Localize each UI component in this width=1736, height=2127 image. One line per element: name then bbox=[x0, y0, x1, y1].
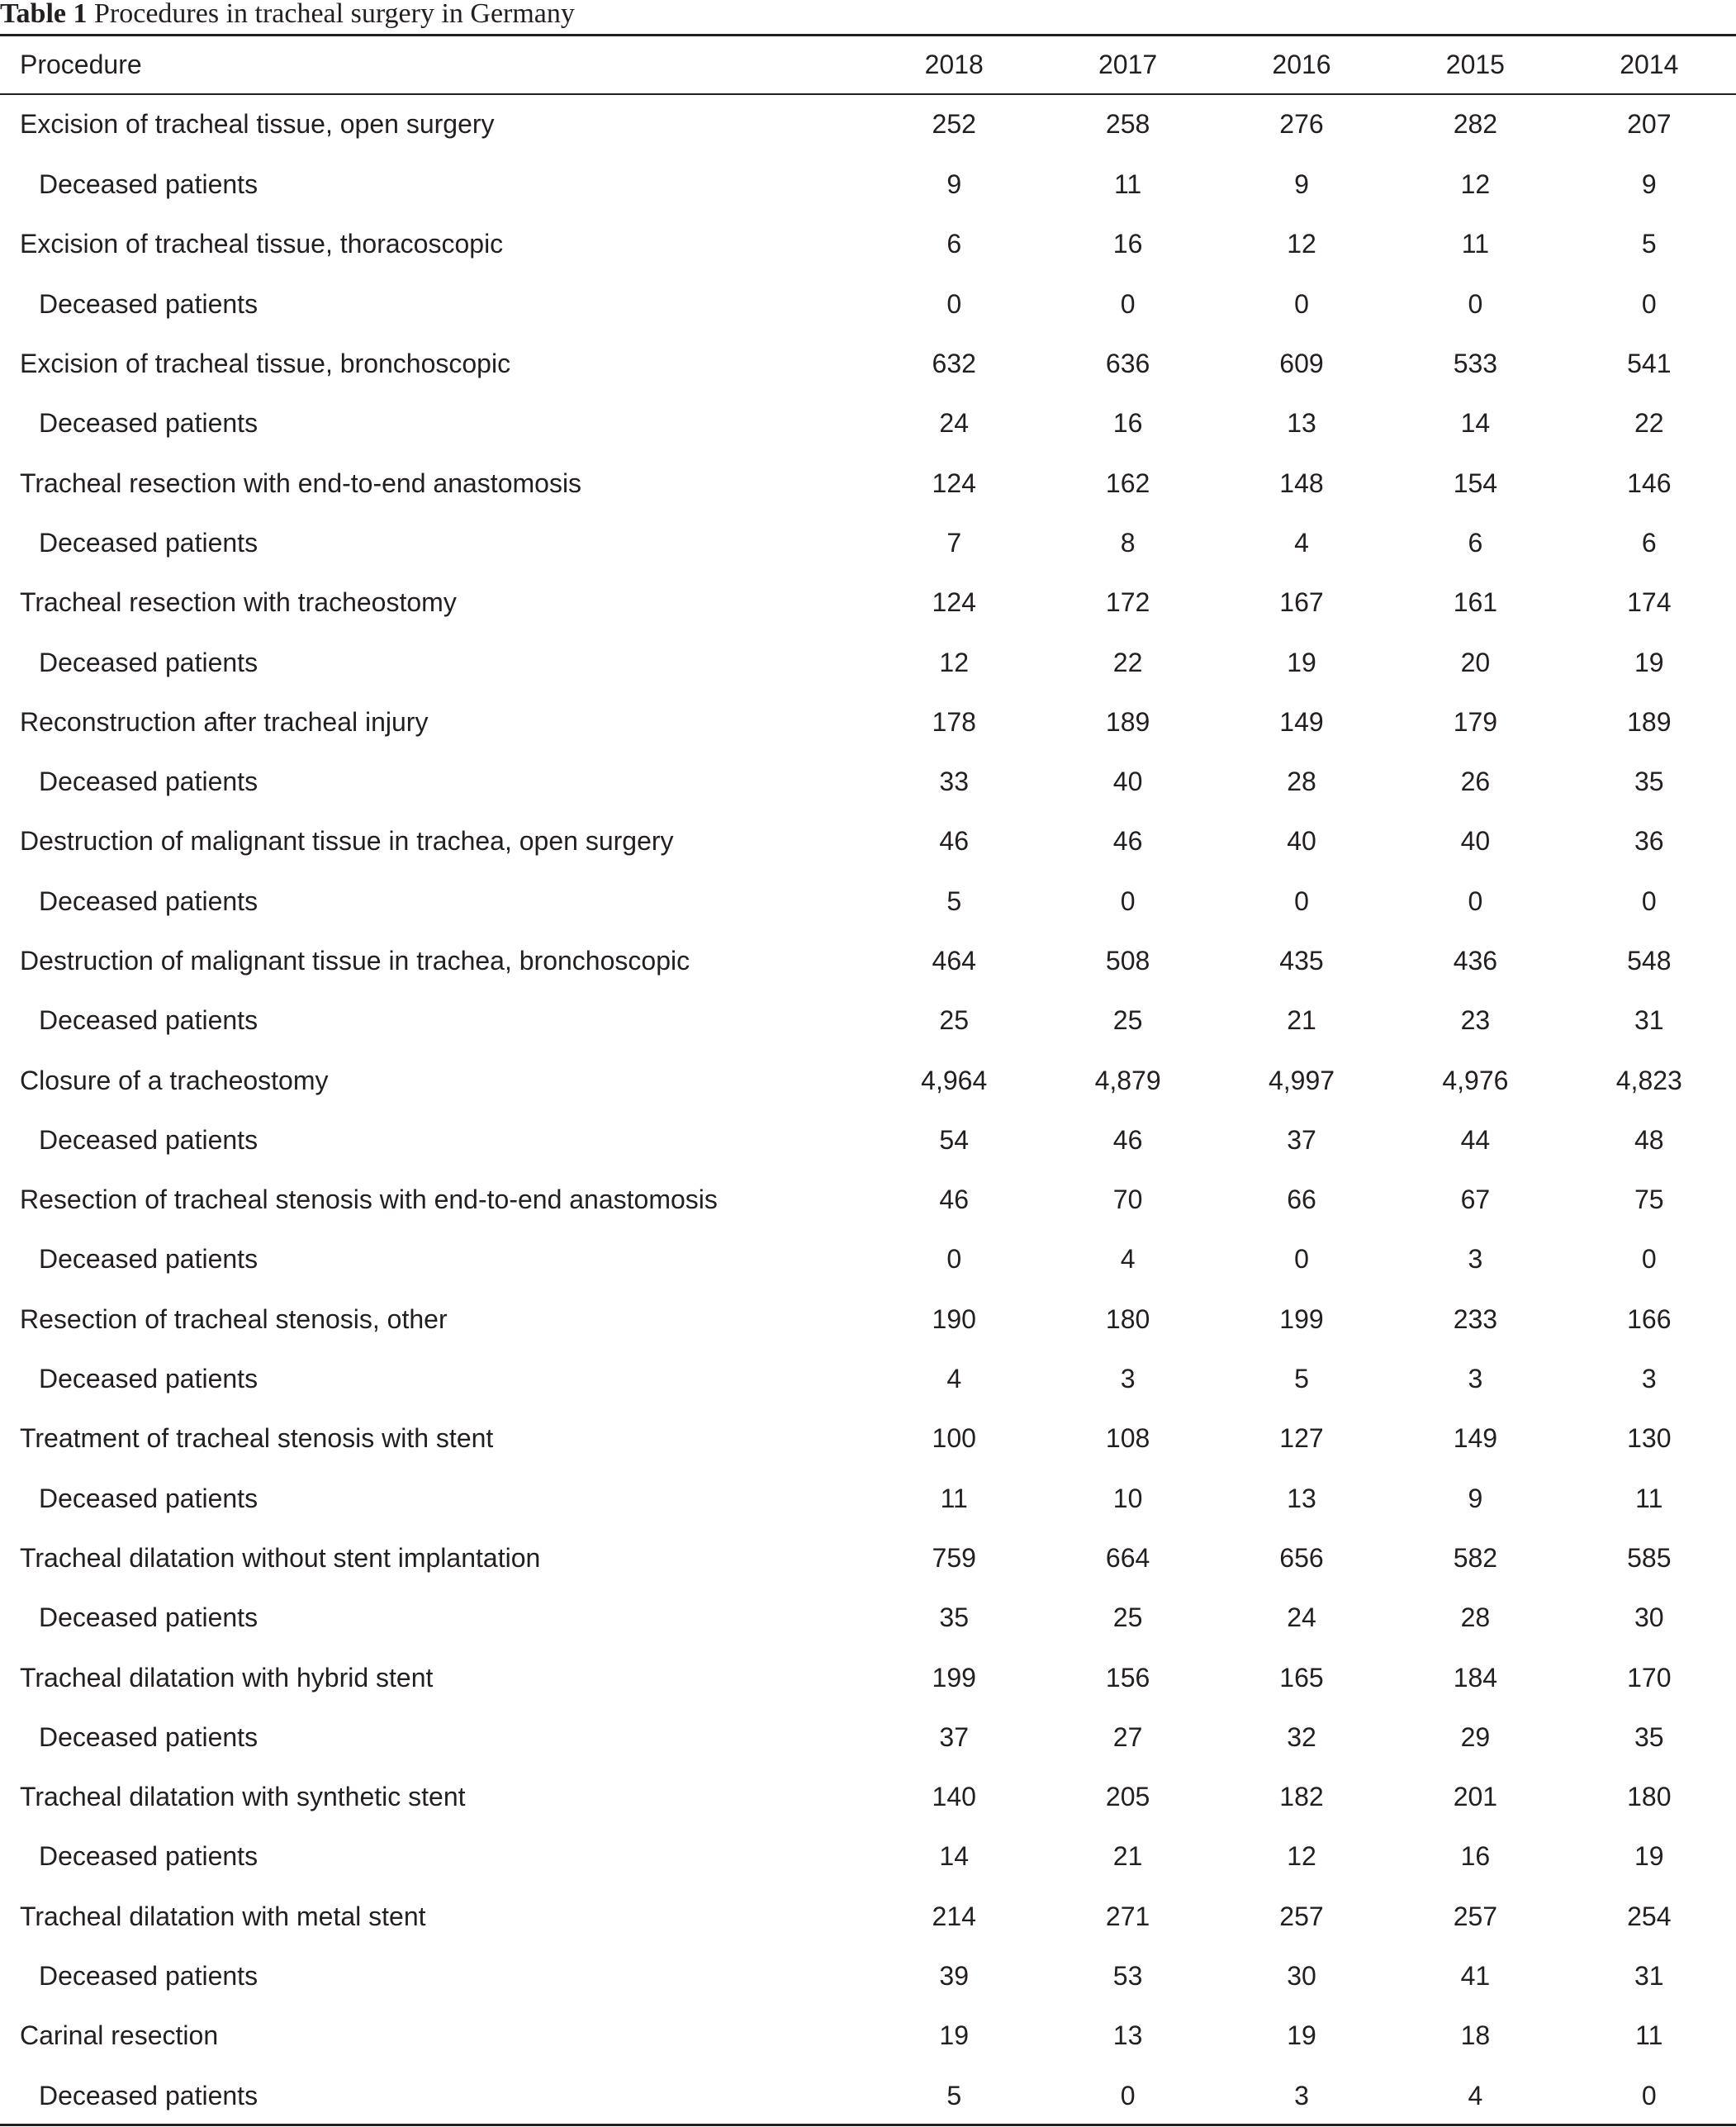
table-row-procedure bbox=[0, 931, 1736, 990]
value-cell-2017: 27 bbox=[1112, 1721, 1143, 1752]
value-cell-2017: 172 bbox=[1105, 587, 1150, 618]
value-cell-2015: 23 bbox=[1460, 1005, 1491, 1036]
value-cell-2015: 6 bbox=[1468, 527, 1483, 558]
value-cell-2018: 632 bbox=[932, 349, 976, 379]
value-cell-2015: 436 bbox=[1453, 946, 1498, 976]
value-cell-2018: 0 bbox=[946, 288, 962, 319]
table-row-procedure bbox=[0, 1289, 1736, 1349]
table-caption bbox=[0, 0, 575, 33]
deceased-label: Deceased patients bbox=[39, 527, 259, 558]
value-cell-2016: 5 bbox=[1294, 1364, 1309, 1394]
table-caption-label: Table 1 bbox=[0, 0, 88, 29]
value-cell-2014: 6 bbox=[1641, 527, 1657, 558]
value-cell-2015: 18 bbox=[1460, 2020, 1491, 2051]
value-cell-2015: 41 bbox=[1460, 1961, 1491, 1992]
value-cell-2018: 199 bbox=[932, 1662, 976, 1693]
value-cell-2016: 37 bbox=[1287, 1124, 1316, 1155]
value-cell-2018: 124 bbox=[932, 468, 976, 498]
value-cell-2017: 4 bbox=[1120, 1244, 1136, 1275]
procedures-table bbox=[0, 36, 1736, 2125]
value-cell-2016: 165 bbox=[1279, 1662, 1324, 1693]
value-cell-2015: 257 bbox=[1453, 1901, 1498, 1931]
value-cell-2016: 32 bbox=[1287, 1721, 1316, 1752]
procedure-label: Tracheal dilatation with synthetic stent bbox=[20, 1782, 466, 1812]
value-cell-2018: 11 bbox=[940, 1483, 968, 1513]
procedure-label: Closure of a tracheostomy bbox=[20, 1065, 329, 1095]
value-cell-2015: 533 bbox=[1453, 349, 1498, 379]
table-row-deceased bbox=[0, 1707, 1736, 1767]
value-cell-2015: 161 bbox=[1453, 587, 1498, 618]
value-cell-2014: 0 bbox=[1641, 1244, 1657, 1275]
procedure-label: Resection of tracheal stenosis, other bbox=[20, 1303, 448, 1334]
table-row-deceased bbox=[0, 871, 1736, 931]
value-cell-2017: 189 bbox=[1105, 706, 1150, 737]
table-body bbox=[0, 93, 1736, 2125]
value-cell-2015: 9 bbox=[1468, 1483, 1483, 1513]
value-cell-2017: 11 bbox=[1113, 169, 1142, 200]
value-cell-2014: 146 bbox=[1627, 468, 1672, 498]
table-header-row bbox=[0, 36, 1736, 93]
deceased-label: Deceased patients bbox=[39, 408, 259, 439]
procedure-label: Destruction of malignant tissue in trachea, bronchoscopic bbox=[20, 946, 690, 976]
table-row-deceased bbox=[0, 154, 1736, 214]
value-cell-2016: 4 bbox=[1294, 527, 1309, 558]
value-cell-2014: 31 bbox=[1634, 1005, 1664, 1036]
deceased-label: Deceased patients bbox=[39, 169, 259, 200]
procedure-label: Tracheal dilatation with hybrid stent bbox=[20, 1662, 434, 1693]
value-cell-2017: 271 bbox=[1105, 1901, 1150, 1931]
value-cell-2016: 609 bbox=[1279, 349, 1324, 379]
value-cell-2015: 282 bbox=[1453, 109, 1498, 139]
value-cell-2017: 21 bbox=[1112, 1841, 1143, 1872]
value-cell-2018: 464 bbox=[932, 946, 976, 976]
value-cell-2016: 148 bbox=[1279, 468, 1324, 498]
table-row-procedure bbox=[0, 1647, 1736, 1707]
procedure-label: Tracheal dilatation without stent implantation bbox=[20, 1542, 541, 1573]
value-cell-2018: 37 bbox=[939, 1721, 969, 1752]
value-cell-2018: 214 bbox=[932, 1901, 976, 1931]
table-row-deceased bbox=[0, 1946, 1736, 2006]
table-row-procedure bbox=[0, 1408, 1736, 1468]
value-cell-2017: 16 bbox=[1112, 408, 1143, 439]
value-cell-2018: 190 bbox=[932, 1303, 976, 1334]
value-cell-2015: 11 bbox=[1461, 229, 1489, 259]
value-cell-2015: 179 bbox=[1453, 706, 1498, 737]
value-cell-2015: 582 bbox=[1453, 1542, 1498, 1573]
value-cell-2016: 276 bbox=[1279, 109, 1324, 139]
value-cell-2017: 25 bbox=[1112, 1005, 1143, 1036]
value-cell-2016: 167 bbox=[1279, 587, 1324, 618]
value-cell-2018: 24 bbox=[939, 408, 969, 439]
value-cell-2017: 0 bbox=[1120, 885, 1136, 916]
value-cell-2018: 4,964 bbox=[921, 1065, 988, 1095]
value-cell-2016: 66 bbox=[1287, 1185, 1316, 1215]
value-cell-2014: 0 bbox=[1641, 885, 1657, 916]
procedure-label: Tracheal resection with end-to-end anastomosis bbox=[20, 468, 582, 498]
table-row-procedure bbox=[0, 572, 1736, 632]
value-cell-2016: 199 bbox=[1279, 1303, 1324, 1334]
value-cell-2016: 149 bbox=[1279, 706, 1324, 737]
table-row-procedure bbox=[0, 2006, 1736, 2065]
procedure-label: Excision of tracheal tissue, bronchoscopic bbox=[20, 349, 511, 379]
table-row-procedure bbox=[0, 811, 1736, 871]
value-cell-2018: 14 bbox=[939, 1841, 969, 1872]
table-caption-title: Procedures in tracheal surgery in Germany bbox=[94, 0, 575, 29]
value-cell-2015: 26 bbox=[1460, 767, 1491, 797]
value-cell-2017: 180 bbox=[1105, 1303, 1150, 1334]
value-cell-2015: 4,976 bbox=[1442, 1065, 1509, 1095]
deceased-label: Deceased patients bbox=[39, 1483, 259, 1513]
procedure-label: Reconstruction after tracheal injury bbox=[20, 706, 429, 737]
value-cell-2016: 21 bbox=[1287, 1005, 1316, 1036]
value-cell-2015: 149 bbox=[1453, 1423, 1498, 1454]
deceased-label: Deceased patients bbox=[39, 885, 259, 916]
value-cell-2014: 30 bbox=[1634, 1602, 1664, 1633]
value-cell-2018: 39 bbox=[939, 1961, 969, 1992]
value-cell-2016: 24 bbox=[1287, 1602, 1316, 1633]
table-row-deceased bbox=[0, 752, 1736, 811]
value-cell-2016: 28 bbox=[1287, 767, 1316, 797]
column-header-2017: 2017 bbox=[1098, 50, 1158, 79]
value-cell-2018: 54 bbox=[939, 1124, 969, 1155]
deceased-label: Deceased patients bbox=[39, 767, 259, 797]
procedure-label: Resection of tracheal stenosis with end-to-end anastomosis bbox=[20, 1185, 718, 1215]
value-cell-2017: 13 bbox=[1112, 2020, 1143, 2051]
value-cell-2014: 36 bbox=[1634, 826, 1664, 857]
value-cell-2014: 3 bbox=[1641, 1364, 1657, 1394]
value-cell-2015: 29 bbox=[1460, 1721, 1491, 1752]
value-cell-2017: 508 bbox=[1105, 946, 1150, 976]
value-cell-2014: 11 bbox=[1635, 1483, 1663, 1513]
value-cell-2014: 19 bbox=[1634, 1841, 1664, 1872]
value-cell-2015: 14 bbox=[1460, 408, 1491, 439]
value-cell-2015: 44 bbox=[1460, 1124, 1491, 1155]
value-cell-2017: 16 bbox=[1112, 229, 1143, 259]
table-row-procedure bbox=[0, 692, 1736, 752]
value-cell-2018: 12 bbox=[939, 647, 969, 677]
value-cell-2018: 33 bbox=[939, 767, 969, 797]
value-cell-2017: 156 bbox=[1105, 1662, 1150, 1693]
procedure-label: Treatment of tracheal stenosis with stent bbox=[20, 1423, 494, 1454]
value-cell-2018: 4 bbox=[946, 1364, 962, 1394]
value-cell-2018: 759 bbox=[932, 1542, 976, 1573]
value-cell-2017: 46 bbox=[1112, 1124, 1143, 1155]
value-cell-2015: 201 bbox=[1453, 1782, 1498, 1812]
value-cell-2014: 174 bbox=[1627, 587, 1672, 618]
value-cell-2018: 7 bbox=[946, 527, 962, 558]
table-row-deceased bbox=[0, 2066, 1736, 2125]
value-cell-2017: 8 bbox=[1120, 527, 1136, 558]
value-cell-2015: 154 bbox=[1453, 468, 1498, 498]
table-row-procedure bbox=[0, 1528, 1736, 1588]
value-cell-2015: 16 bbox=[1460, 1841, 1491, 1872]
value-cell-2016: 127 bbox=[1279, 1423, 1324, 1454]
value-cell-2015: 0 bbox=[1468, 885, 1483, 916]
column-header-2015: 2015 bbox=[1445, 50, 1505, 79]
value-cell-2017: 258 bbox=[1105, 109, 1150, 139]
value-cell-2014: 541 bbox=[1627, 349, 1672, 379]
value-cell-2015: 28 bbox=[1460, 1602, 1491, 1633]
value-cell-2016: 30 bbox=[1287, 1961, 1316, 1992]
value-cell-2014: 4,823 bbox=[1615, 1065, 1682, 1095]
table-row-deceased bbox=[0, 274, 1736, 334]
value-cell-2018: 25 bbox=[939, 1005, 969, 1036]
table-row-deceased bbox=[0, 1349, 1736, 1408]
table-row-deceased bbox=[0, 1469, 1736, 1528]
value-cell-2018: 46 bbox=[939, 1185, 969, 1215]
table-row-deceased bbox=[0, 1826, 1736, 1886]
value-cell-2018: 19 bbox=[939, 2020, 969, 2051]
column-header-2018: 2018 bbox=[924, 50, 984, 79]
value-cell-2014: 9 bbox=[1641, 169, 1657, 200]
column-header-procedure: Procedure bbox=[20, 50, 142, 79]
value-cell-2017: 3 bbox=[1120, 1364, 1136, 1394]
value-cell-2016: 0 bbox=[1294, 885, 1309, 916]
table-row-deceased bbox=[0, 513, 1736, 572]
value-cell-2014: 22 bbox=[1634, 408, 1664, 439]
value-cell-2016: 182 bbox=[1279, 1782, 1324, 1812]
value-cell-2014: 11 bbox=[1635, 2020, 1663, 2051]
value-cell-2014: 585 bbox=[1627, 1542, 1672, 1573]
value-cell-2018: 35 bbox=[939, 1602, 969, 1633]
procedure-label: Excision of tracheal tissue, open surgery bbox=[20, 109, 495, 139]
value-cell-2014: 31 bbox=[1634, 1961, 1664, 1992]
procedure-label: Excision of tracheal tissue, thoracoscopic bbox=[20, 229, 504, 259]
value-cell-2018: 46 bbox=[939, 826, 969, 857]
value-cell-2015: 40 bbox=[1460, 826, 1491, 857]
value-cell-2014: 48 bbox=[1634, 1124, 1664, 1155]
value-cell-2016: 40 bbox=[1287, 826, 1316, 857]
value-cell-2014: 35 bbox=[1634, 1721, 1664, 1752]
deceased-label: Deceased patients bbox=[39, 647, 259, 677]
column-header-2014: 2014 bbox=[1620, 50, 1679, 79]
value-cell-2017: 40 bbox=[1112, 767, 1143, 797]
value-cell-2014: 5 bbox=[1641, 229, 1657, 259]
value-cell-2014: 19 bbox=[1634, 647, 1664, 677]
deceased-label: Deceased patients bbox=[39, 1721, 259, 1752]
value-cell-2014: 35 bbox=[1634, 767, 1664, 797]
value-cell-2014: 548 bbox=[1627, 946, 1672, 976]
procedure-label: Tracheal dilatation with metal stent bbox=[20, 1901, 426, 1931]
table-row-deceased bbox=[0, 990, 1736, 1050]
deceased-label: Deceased patients bbox=[39, 1364, 259, 1394]
value-cell-2018: 5 bbox=[946, 2080, 962, 2110]
table-row-procedure bbox=[0, 93, 1736, 154]
value-cell-2017: 22 bbox=[1112, 647, 1143, 677]
value-cell-2016: 656 bbox=[1279, 1542, 1324, 1573]
value-cell-2015: 20 bbox=[1460, 647, 1491, 677]
deceased-label: Deceased patients bbox=[39, 1841, 259, 1872]
value-cell-2018: 100 bbox=[932, 1423, 976, 1454]
value-cell-2016: 0 bbox=[1294, 1244, 1309, 1275]
deceased-label: Deceased patients bbox=[39, 1602, 259, 1633]
value-cell-2018: 6 bbox=[946, 229, 962, 259]
value-cell-2017: 205 bbox=[1105, 1782, 1150, 1812]
value-cell-2014: 170 bbox=[1627, 1662, 1672, 1693]
value-cell-2016: 13 bbox=[1287, 1483, 1316, 1513]
value-cell-2015: 233 bbox=[1453, 1303, 1498, 1334]
value-cell-2017: 664 bbox=[1105, 1542, 1150, 1573]
deceased-label: Deceased patients bbox=[39, 2080, 259, 2110]
deceased-label: Deceased patients bbox=[39, 288, 259, 319]
value-cell-2016: 9 bbox=[1294, 169, 1309, 200]
value-cell-2014: 180 bbox=[1627, 1782, 1672, 1812]
value-cell-2015: 0 bbox=[1468, 288, 1483, 319]
table-row-procedure bbox=[0, 453, 1736, 512]
value-cell-2017: 162 bbox=[1105, 468, 1150, 498]
value-cell-2014: 75 bbox=[1634, 1185, 1664, 1215]
value-cell-2014: 207 bbox=[1627, 109, 1672, 139]
table-row-deceased bbox=[0, 1229, 1736, 1289]
table-row-deceased bbox=[0, 1588, 1736, 1647]
value-cell-2016: 12 bbox=[1287, 229, 1316, 259]
value-cell-2017: 70 bbox=[1112, 1185, 1143, 1215]
deceased-label: Deceased patients bbox=[39, 1005, 259, 1036]
value-cell-2014: 130 bbox=[1627, 1423, 1672, 1454]
value-cell-2014: 166 bbox=[1627, 1303, 1672, 1334]
value-cell-2015: 4 bbox=[1468, 2080, 1483, 2110]
procedure-label: Destruction of malignant tissue in trachea, open surgery bbox=[20, 826, 674, 857]
value-cell-2015: 3 bbox=[1468, 1364, 1483, 1394]
value-cell-2017: 25 bbox=[1112, 1602, 1143, 1633]
value-cell-2018: 140 bbox=[932, 1782, 976, 1812]
value-cell-2018: 5 bbox=[946, 885, 962, 916]
table-row-procedure bbox=[0, 214, 1736, 273]
value-cell-2014: 254 bbox=[1627, 1901, 1672, 1931]
table-row-procedure bbox=[0, 1887, 1736, 1946]
value-cell-2016: 0 bbox=[1294, 288, 1309, 319]
value-cell-2017: 10 bbox=[1112, 1483, 1143, 1513]
value-cell-2017: 0 bbox=[1120, 2080, 1136, 2110]
value-cell-2016: 3 bbox=[1294, 2080, 1309, 2110]
value-cell-2016: 19 bbox=[1287, 647, 1316, 677]
value-cell-2018: 0 bbox=[946, 1244, 962, 1275]
value-cell-2018: 178 bbox=[932, 706, 976, 737]
deceased-label: Deceased patients bbox=[39, 1124, 259, 1155]
value-cell-2018: 9 bbox=[946, 169, 962, 200]
table-row-deceased bbox=[0, 393, 1736, 453]
value-cell-2017: 0 bbox=[1120, 288, 1136, 319]
value-cell-2016: 13 bbox=[1287, 408, 1316, 439]
value-cell-2014: 0 bbox=[1641, 288, 1657, 319]
value-cell-2017: 4,879 bbox=[1094, 1065, 1161, 1095]
value-cell-2016: 19 bbox=[1287, 2020, 1316, 2051]
table-row-procedure bbox=[0, 1767, 1736, 1826]
column-header-2016: 2016 bbox=[1272, 50, 1331, 79]
procedure-label: Carinal resection bbox=[20, 2020, 219, 2051]
value-cell-2017: 46 bbox=[1112, 826, 1143, 857]
table-row-procedure bbox=[0, 1050, 1736, 1109]
value-cell-2016: 435 bbox=[1279, 946, 1324, 976]
table-row-deceased bbox=[0, 1110, 1736, 1170]
value-cell-2016: 257 bbox=[1279, 1901, 1324, 1931]
table-row-deceased bbox=[0, 632, 1736, 691]
value-cell-2015: 12 bbox=[1460, 169, 1491, 200]
value-cell-2016: 12 bbox=[1287, 1841, 1316, 1872]
value-cell-2015: 67 bbox=[1460, 1185, 1491, 1215]
value-cell-2017: 108 bbox=[1105, 1423, 1150, 1454]
value-cell-2018: 124 bbox=[932, 587, 976, 618]
deceased-label: Deceased patients bbox=[39, 1244, 259, 1275]
table-row-procedure bbox=[0, 334, 1736, 393]
value-cell-2014: 189 bbox=[1627, 706, 1672, 737]
value-cell-2014: 0 bbox=[1641, 2080, 1657, 2110]
value-cell-2015: 3 bbox=[1468, 1244, 1483, 1275]
value-cell-2018: 252 bbox=[932, 109, 976, 139]
value-cell-2015: 184 bbox=[1453, 1662, 1498, 1693]
table-row-procedure bbox=[0, 1170, 1736, 1229]
deceased-label: Deceased patients bbox=[39, 1961, 259, 1992]
value-cell-2017: 53 bbox=[1112, 1961, 1143, 1992]
value-cell-2016: 4,997 bbox=[1268, 1065, 1335, 1095]
procedure-label: Tracheal resection with tracheostomy bbox=[20, 587, 457, 618]
value-cell-2017: 636 bbox=[1105, 349, 1150, 379]
